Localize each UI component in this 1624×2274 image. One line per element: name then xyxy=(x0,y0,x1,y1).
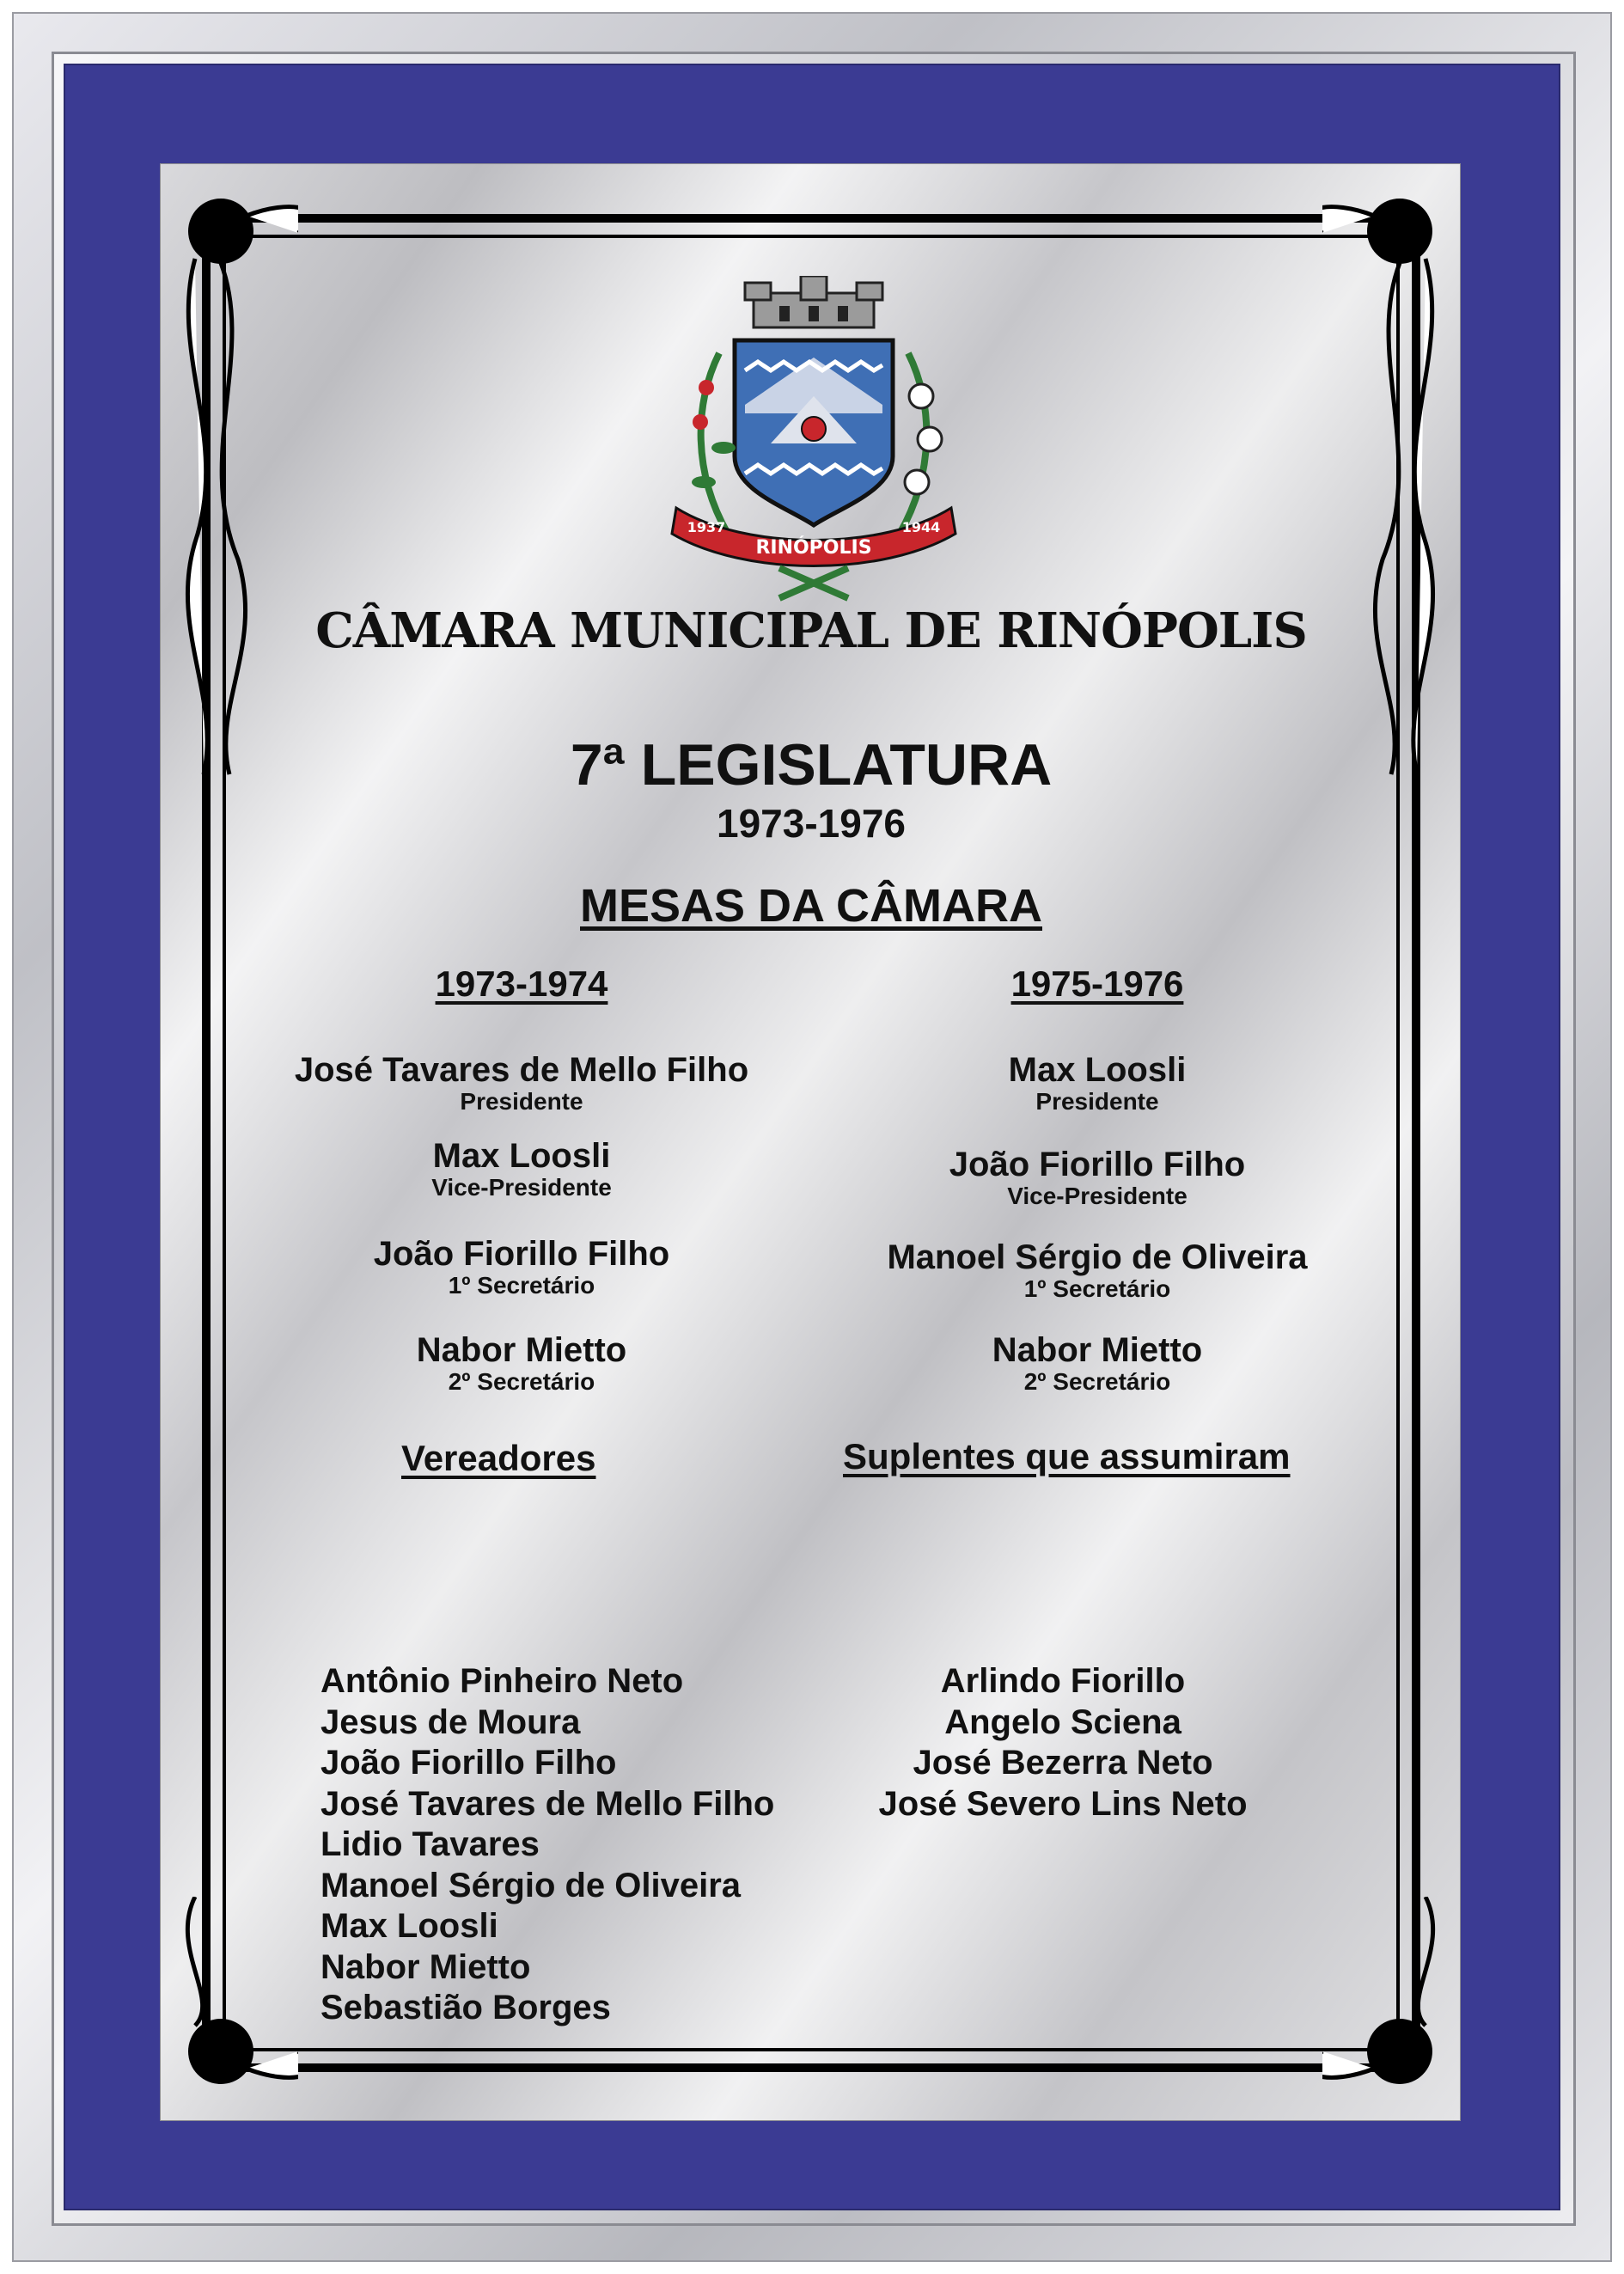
chamber-name: CÂMARA MUNICIPAL DE RINÓPOLIS xyxy=(315,602,1307,659)
list-item: Nabor Mietto xyxy=(321,1947,531,1986)
ribbon-bottom-left xyxy=(161,1897,298,2103)
list-item: Jesus de Moura xyxy=(321,1702,581,1741)
board-officer xyxy=(264,1331,779,1395)
officer-role: Presidente xyxy=(460,1088,583,1115)
legislature-title: 7ª LEGISLATURA xyxy=(570,732,1053,798)
officer-name: Max Loosli xyxy=(1008,1051,1187,1089)
substitutes-list xyxy=(831,1661,1295,1825)
list-item: José Bezerra Neto xyxy=(913,1744,1213,1782)
officer-name: João Fiorillo Filho xyxy=(373,1235,670,1273)
substitutes-heading: Suplentes que assumiram xyxy=(843,1436,1291,1476)
board-officer xyxy=(831,1146,1364,1209)
officer-name: Nabor Mietto xyxy=(416,1331,627,1369)
ribbon-top-left xyxy=(161,181,298,783)
board-period-heading: 1973-1974 xyxy=(435,963,608,1004)
list-item: Max Loosli xyxy=(321,1907,498,1945)
board-officer xyxy=(264,1235,779,1299)
officer-role: 2º Secretário xyxy=(448,1368,595,1395)
crest-year-right: 1944 xyxy=(901,519,941,535)
board-officer xyxy=(831,1331,1364,1395)
crest-year-left: 1937 xyxy=(687,519,726,535)
board-officer xyxy=(264,1137,779,1201)
officer-role: Vice-Presidente xyxy=(1007,1183,1187,1209)
officer-name: João Fiorillo Filho xyxy=(949,1146,1246,1183)
legislature-years: 1973-1976 xyxy=(717,801,906,846)
list-item: Lidio Tavares xyxy=(321,1825,540,1863)
list-item: José Tavares de Mello Filho xyxy=(321,1784,775,1823)
officer-name: José Tavares de Mello Filho xyxy=(294,1051,749,1089)
board-officer xyxy=(264,1051,779,1115)
list-item: Angelo Sciena xyxy=(944,1702,1181,1741)
officer-role: Presidente xyxy=(1035,1088,1159,1115)
officer-name: Manoel Sérgio de Oliveira xyxy=(887,1238,1308,1276)
silver-plaque xyxy=(160,163,1461,2121)
board-period-heading: 1975-1976 xyxy=(1010,963,1184,1004)
officer-role: Vice-Presidente xyxy=(431,1174,612,1201)
list-item: Manoel Sérgio de Oliveira xyxy=(321,1866,742,1904)
list-item: Sebastião Borges xyxy=(321,1989,611,2026)
council-member-list xyxy=(321,1661,774,2029)
list-item: Antônio Pinheiro Neto xyxy=(321,1662,684,1700)
boards-heading: MESAS DA CÂMARA xyxy=(580,880,1042,932)
list-item: José Severo Lins Neto xyxy=(878,1784,1248,1823)
board-officer xyxy=(831,1051,1364,1115)
officer-name: Nabor Mietto xyxy=(992,1331,1203,1369)
ribbon-bottom-right xyxy=(1322,1897,1460,2103)
crest-banner-text: RINÓPOLIS xyxy=(755,537,872,559)
ribbon-top-right xyxy=(1322,181,1460,783)
officer-role: 1º Secretário xyxy=(1023,1275,1171,1302)
officer-role: 2º Secretário xyxy=(1023,1368,1171,1395)
officer-name: Max Loosli xyxy=(432,1137,611,1175)
council-heading: Vereadores xyxy=(401,1438,596,1478)
board-officer xyxy=(831,1238,1364,1302)
list-item: João Fiorillo Filho xyxy=(321,1744,617,1782)
officer-role: 1º Secretário xyxy=(448,1272,595,1299)
coat-of-arms-icon xyxy=(659,276,968,602)
list-item: Arlindo Fiorillo xyxy=(940,1662,1186,1700)
